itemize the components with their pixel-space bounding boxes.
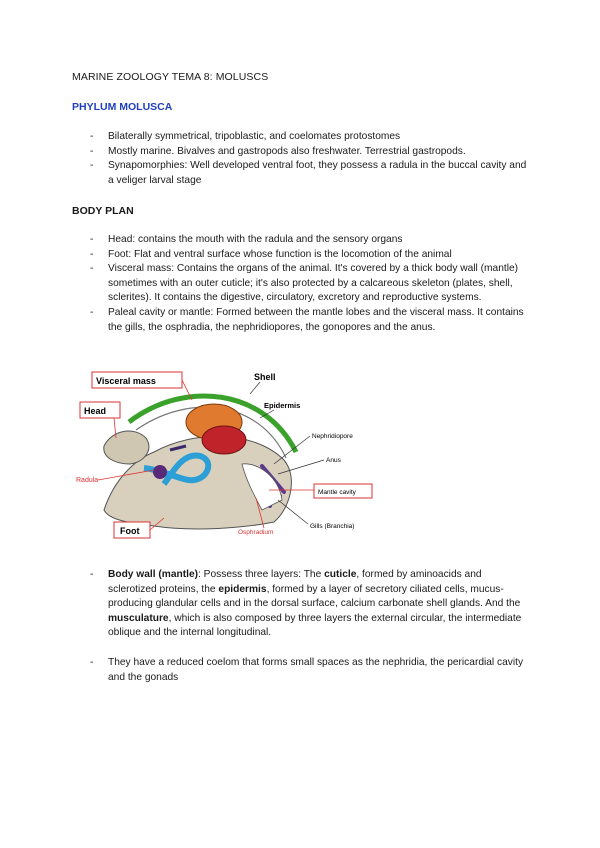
mantle-list: [90, 568, 530, 700]
document-title: MARINE ZOOLOGY TEMA 8: MOLUSCS: [72, 71, 269, 83]
gonad-organ: [202, 426, 246, 454]
label-nephridiopore: Nephridiopore: [312, 433, 353, 440]
head-shape: [104, 431, 149, 464]
list-item: - Mostly marine. Bivalves and gastropods also freshwater. Terrestrial gastropods.: [90, 145, 530, 160]
body-plan-list: [90, 233, 530, 335]
intro-list: [90, 130, 530, 188]
list-item: - Foot: Flat and ventral surface whose function is the locomotion of the animal: [90, 248, 530, 263]
list-item: - Synapomorphies: Well developed ventral foot, they possess a radula in the buccal cavity and a veliger larval stage: [90, 159, 530, 188]
list-item: - Head: contains the mouth with the radula and the sensory organs: [90, 233, 530, 248]
label-visceral-mass: Visceral mass: [96, 376, 156, 386]
list-item: - Paleal cavity or mantle: Formed between the mantle lobes and the visceral mass. It contains the gills, the osphradia, the nephridiopores, the gonopores and the anus.: [90, 306, 530, 335]
list-item-body-wall: - Body wall (mantle): Possess three layers: The cuticle, formed by aminoacids and sclerotized proteins, the epidermis, formed by a layer of secretory ciliated cells, mucus-producing glandular cells and in the dorsal surface, calcium carbonate shell glands. And the musculature, which is also composed by three layers the external circular, the intermediate oblique and the internal longitudinal.: [90, 568, 530, 641]
label-osphradium: Osphradium: [238, 529, 274, 536]
label-foot: Foot: [120, 526, 140, 536]
label-head: Head: [84, 406, 107, 416]
label-gills: Gills (Branchia): [310, 523, 355, 530]
label-epidermis: Epidermis: [264, 401, 301, 410]
label-shell: Shell: [254, 372, 276, 382]
label-radula: Radula: [76, 477, 99, 484]
body-plan-heading: BODY PLAN: [72, 205, 134, 217]
phylum-heading: PHYLUM MOLUSCA: [72, 101, 173, 113]
label-anus: Anus: [326, 457, 341, 464]
mollusc-diagram: [74, 360, 374, 550]
list-item: - Visceral mass: Contains the organs of the animal. It's covered by a thick body wall (mantle) sometimes with an outer cuticle; it's also protected by a calcareous skeleton (plates, shell, sclerites). It contains the digestive, circulatory, excretory and reproductive systems.: [90, 262, 530, 306]
radula-organ: [153, 465, 167, 479]
list-item: - Bilaterally symmetrical, tripoblastic, and coelomates protostomes: [90, 130, 530, 145]
label-mantle-cavity: Mantle cavity: [318, 489, 356, 496]
list-item-coelom: - They have a reduced coelom that forms small spaces as the nephridia, the pericardial cavity and the gonads: [90, 656, 530, 685]
